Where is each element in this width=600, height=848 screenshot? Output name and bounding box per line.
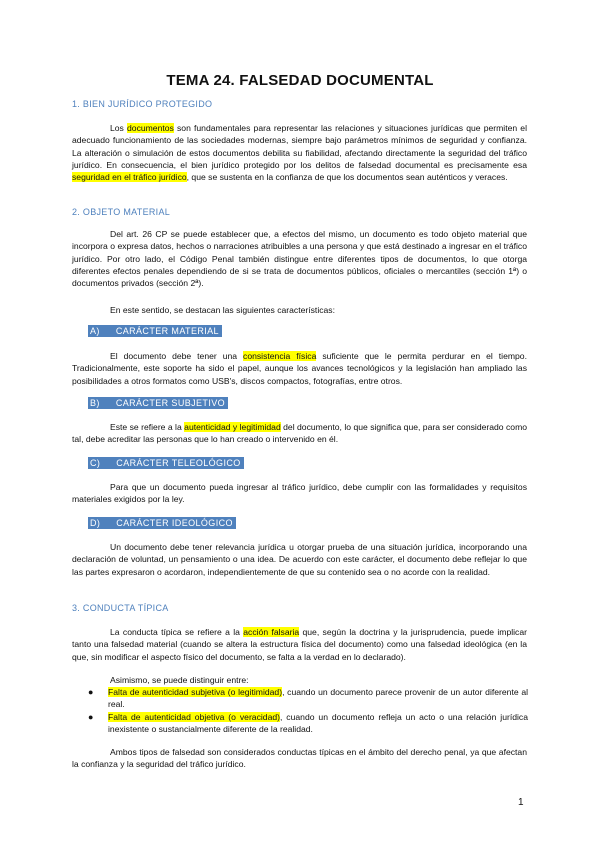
paragraph-conducta-tipica: La conducta típica se refiere a la acción falsaria que, según la doctrina y la jurisprudencia, puede implicar tanto una falsedad material (cuando se altera la estructura física del documento) como una falsedad ideológica (en la que, sin modificar el aspecto físico del documento, se falta a la verdad en lo declarado).	[72, 627, 527, 662]
section-heading-bien-juridico: 1. BIEN JURÍDICO PROTEGIDO	[72, 99, 213, 109]
paragraph-caracter-ideologico: Un documento debe tener relevancia jurídica u otorgar prueba de una situación jurídica, incorporando una declaración de voluntad, un pensamiento o una idea. De acuerdo con este carácter, el documento debe reflejar lo que las partes expresaron o acordaron, independientemente de que su contenido sea o no acorde con la realidad.	[72, 542, 527, 577]
subheading-caracter-teleologico: C) CARÁCTER TELEOLÓGICO	[88, 457, 244, 469]
bullet-icon: ●	[88, 687, 94, 697]
paragraph-bien-juridico: Los documentos son fundamentales para representar las relaciones y situaciones jurídicas que permiten el adecuado funcionamiento de las sociedades modernas, siempre bajo parámetros mínimos de seguridad y confianza. La alteración o simulación de estos documentos debilita su fiabilidad, afectando directamente la seguridad del tráfico jurídico. En consecuencia, el bien jurídico protegido por los delitos de falsedad documental es precisamente esa seguridad en el tráfico jurídico, que se sustenta en la confianza de que los documentos sean auténticos y veraces.	[72, 123, 527, 183]
paragraph-caracter-subjetivo: Este se refiere a la autenticidad y legitimidad del documento, lo que significa que, para ser considerado como tal, debe acreditar las personas que lo han creado o intervenido en él.	[72, 422, 528, 445]
highlight-accion-falsaria: acción falsaria	[243, 627, 300, 637]
page-number: 1	[518, 797, 524, 808]
paragraph-caracter-teleologico: Para que un documento pueda ingresar al tráfico jurídico, debe cumplir con las formalidades y requisitos materiales exigidos por la ley.	[72, 482, 527, 505]
highlight-autenticidad: autenticidad y legitimidad	[184, 422, 281, 432]
paragraph-conclusion: Ambos tipos de falsedad son considerados conductas típicas en el ámbito del derecho penal, ya que afectan la confianza y la seguridad del tráfico jurídico.	[72, 747, 527, 770]
bullet-list	[88, 686, 528, 735]
bullet-icon: ●	[88, 711, 94, 722]
document-title: TEMA 24. FALSEDAD DOCUMENTAL	[166, 72, 434, 89]
paragraph-caracter-material: El documento debe tener una consistencia física suficiente que le permita perdurar en el tiempo. Tradicionalmente, este soporte ha sido el papel, aunque los avances tecnológicos y la legislación han ampliado las posibilidades a otros formatos como USB's, discos compactos, fotografías, entre otros.	[72, 351, 527, 386]
paragraph-caracteristicas-intro: En este sentido, se destacan las siguientes características:	[110, 305, 335, 315]
highlight-seguridad: seguridad en el tráfico jurídico	[72, 172, 187, 183]
paragraph-distinguir: Asimismo, se puede distinguir entre:	[110, 675, 249, 685]
subheading-caracter-material: A) CARÁCTER MATERIAL	[88, 325, 222, 337]
highlight-documentos: documentos	[127, 123, 174, 133]
highlight-consistencia-fisica: consistencia física	[243, 351, 317, 361]
subheading-caracter-ideologico: D) CARÁCTER IDEOLÓGICO	[88, 517, 236, 529]
section-heading-conducta-tipica: 3. CONDUCTA TÍPICA	[72, 603, 169, 613]
list-item: ● Falta de autenticidad objetiva (o veracidad), cuando un documento refleja un acto o una relación jurídica inexistente o sustancialmente diferente de la realidad.	[88, 711, 528, 734]
list-item: ● Falta de autenticidad subjetiva (o legitimidad), cuando un documento parece provenir de un autor diferente al real.	[88, 687, 529, 710]
paragraph-objeto-material: Del art. 26 CP se puede establecer que, a efectos del mismo, un documento es todo objeto material que incorpora o expresa datos, hechos o narraciones atribuibles a una persona y que está destinado a ingresar en el tráfico jurídico. Por otro lado, el Código Penal también distingue entre diferentes tipos de documentos, lo que otorga diferentes efectos penales dependiendo de si se trata de documentos públicos, oficiales o mercantiles (sección 1ª) o documentos privados (sección 2ª).	[72, 229, 527, 289]
section-heading-objeto-material: 2. OBJETO MATERIAL	[72, 207, 171, 217]
subheading-caracter-subjetivo: B) CARÁCTER SUBJETIVO	[88, 397, 228, 409]
